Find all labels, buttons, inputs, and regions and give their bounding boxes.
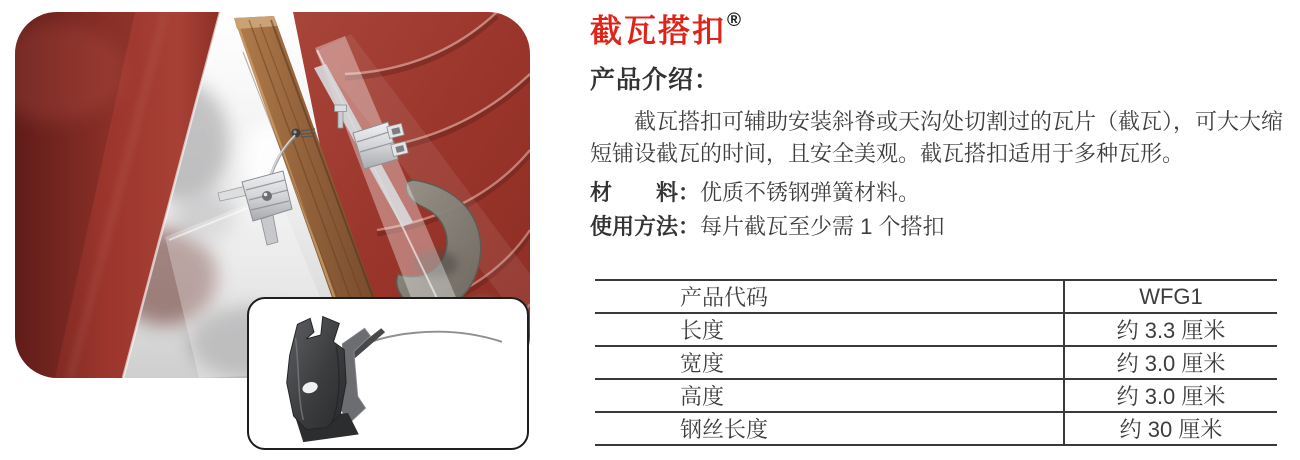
material-value: 优质不锈钢弹簧材料。 — [700, 180, 921, 205]
product-description — [590, 106, 1296, 170]
registered-mark: ® — [727, 10, 742, 31]
spec-value-cell: 约 30 厘米 — [1064, 412, 1277, 445]
product-inset-card — [247, 297, 529, 450]
description-line-1: 截瓦搭扣可辅助安装斜脊或天沟处切割过的瓦片（截瓦），可大大缩 — [634, 109, 1284, 134]
page-title-text: 截瓦搭扣 — [590, 12, 727, 49]
table-row — [595, 412, 1277, 445]
spec-name-cell: 长度 — [595, 313, 1064, 346]
table-row — [595, 313, 1277, 346]
usage-line — [590, 212, 944, 242]
spec-name-cell: 宽度 — [595, 346, 1064, 379]
material-line — [590, 178, 920, 208]
spec-name-cell: 钢丝长度 — [595, 412, 1064, 445]
spec-value-cell: 约 3.0 厘米 — [1064, 379, 1277, 412]
table-row — [595, 280, 1277, 313]
usage-label: 使用方法： — [590, 214, 701, 239]
table-row — [595, 346, 1277, 379]
spec-value-cell: 约 3.3 厘米 — [1064, 313, 1277, 346]
clip-product-illustration — [249, 299, 527, 448]
spec-table — [595, 279, 1277, 446]
description-line-2: 短铺设截瓦的时间，且安全美观。截瓦搭扣适用于多种瓦形。 — [590, 141, 1185, 166]
usage-value: 每片截瓦至少需 1 个搭扣 — [700, 214, 945, 239]
page-title — [590, 6, 741, 50]
spec-value-cell: WFG1 — [1064, 280, 1277, 313]
table-row — [595, 379, 1277, 412]
spec-value-cell: 约 3.0 厘米 — [1064, 346, 1277, 379]
material-label: 材 料： — [590, 180, 701, 205]
clip-front-plate — [287, 317, 346, 430]
section-heading: 产品介绍： — [590, 66, 721, 94]
spec-name-cell: 高度 — [595, 379, 1064, 412]
product-info-panel — [590, 0, 1296, 460]
spec-name-cell: 产品代码 — [595, 280, 1064, 313]
